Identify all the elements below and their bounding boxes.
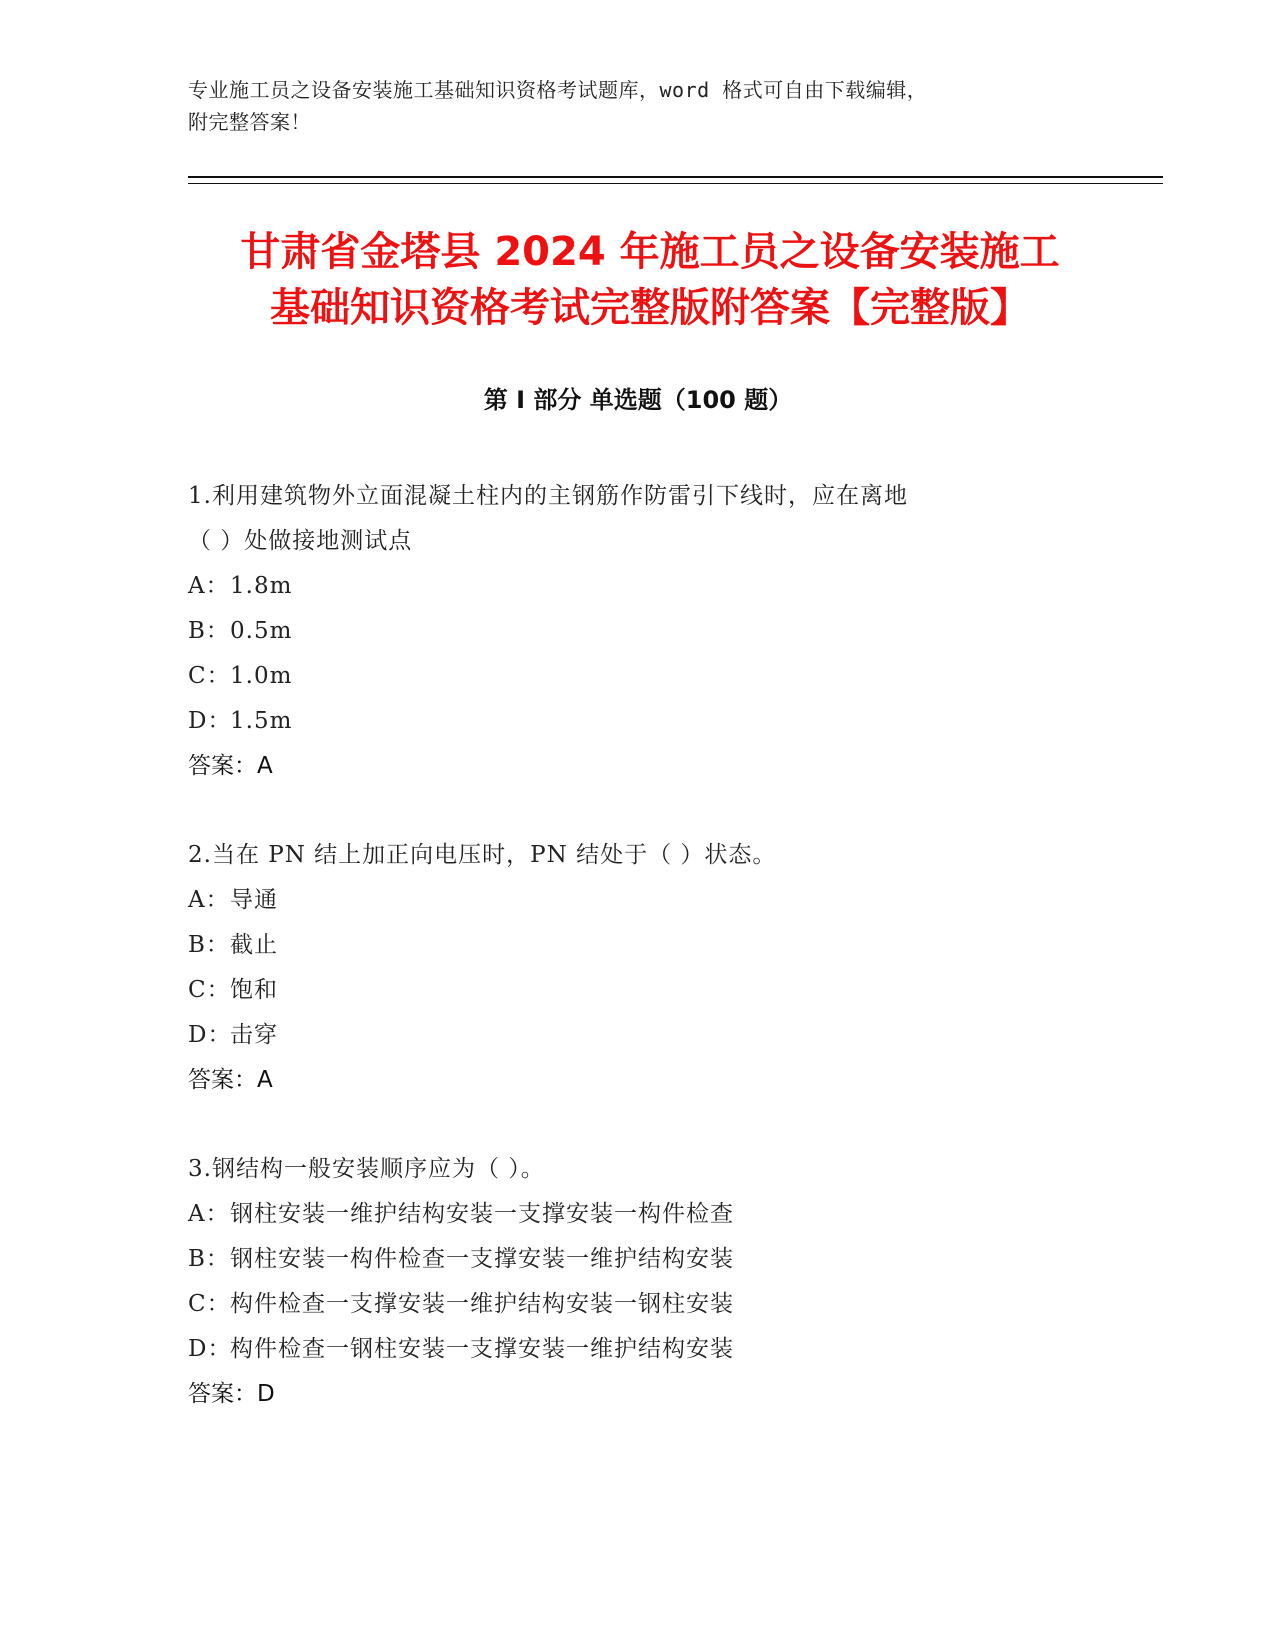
- option-c: [188, 968, 1068, 1013]
- header-rule-thin: [188, 183, 1163, 184]
- option-text: 饱和: [230, 977, 278, 1003]
- question-2: [188, 833, 1068, 1103]
- option-letter: D：: [188, 1022, 232, 1048]
- header-rule-thick: [188, 176, 1163, 178]
- option-text: 1.0m: [230, 663, 293, 689]
- option-b: [188, 609, 1068, 654]
- question-text-continued: （ ）处做接地测试点: [188, 528, 413, 554]
- document-title-line1: 甘肃省金塔县 2024 年施工员之设备安装施工: [240, 229, 1060, 275]
- option-letter: A：: [188, 887, 230, 913]
- option-letter: C：: [188, 663, 231, 689]
- option-letter: D：: [188, 708, 232, 734]
- option-d: [188, 699, 1068, 744]
- option-d: [188, 1013, 1068, 1058]
- option-letter: A：: [188, 573, 230, 599]
- question-text: 3.钢结构一般安装顺序应为（ ）。: [188, 1156, 545, 1182]
- option-text: 构件检查一支撑安装一维护结构安装一钢柱安装: [230, 1291, 734, 1317]
- document-title: [180, 224, 1120, 336]
- option-a: [188, 1192, 1068, 1237]
- option-c: [188, 654, 1068, 699]
- option-letter: A：: [188, 1201, 230, 1227]
- option-letter: C：: [188, 977, 231, 1003]
- option-text: 0.5m: [230, 618, 293, 644]
- option-text: 截止: [230, 932, 278, 958]
- question-1: [188, 474, 1068, 789]
- answer-line: 答案：A: [188, 753, 273, 779]
- option-text: 击穿: [230, 1022, 278, 1048]
- answer-line: 答案：A: [188, 1067, 273, 1093]
- header-note-line1: 专业施工员之设备安装施工基础知识资格考试题库，word 格式可自由下载编辑，: [188, 78, 928, 102]
- option-a: [188, 564, 1068, 609]
- option-b: [188, 1237, 1068, 1282]
- option-text: 构件检查一钢柱安装一支撑安装一维护结构安装: [230, 1336, 734, 1362]
- option-text: 钢柱安装一构件检查一支撑安装一维护结构安装: [230, 1246, 734, 1272]
- option-b: [188, 923, 1068, 968]
- option-letter: B：: [188, 932, 230, 958]
- option-letter: D：: [188, 1336, 232, 1362]
- option-d: [188, 1327, 1068, 1372]
- option-text: 钢柱安装一维护结构安装一支撑安装一构件检查: [230, 1201, 734, 1227]
- section-heading: 第 I 部分 单选题（100 题）: [483, 386, 793, 414]
- answer-line: 答案：D: [188, 1381, 275, 1407]
- option-c: [188, 1282, 1068, 1327]
- option-letter: B：: [188, 1246, 230, 1272]
- option-text: 1.8m: [230, 573, 293, 599]
- document-title-line2: 基础知识资格考试完整版附答案【完整版】: [270, 285, 1030, 331]
- question-list: [188, 474, 1068, 1461]
- option-text: 导通: [230, 887, 278, 913]
- question-text: 2.当在 PN 结上加正向电压时，PN 结处于（ ）状态。: [188, 842, 777, 868]
- header-note-line2: 附完整答案！: [188, 110, 311, 134]
- question-3: [188, 1147, 1068, 1417]
- option-a: [188, 878, 1068, 923]
- header-note: [188, 74, 1088, 138]
- option-letter: C：: [188, 1291, 231, 1317]
- question-text: 1.利用建筑物外立面混凝土柱内的主钢筋作防雷引下线时，应在离地: [188, 483, 908, 509]
- option-letter: B：: [188, 618, 230, 644]
- option-text: 1.5m: [230, 708, 293, 734]
